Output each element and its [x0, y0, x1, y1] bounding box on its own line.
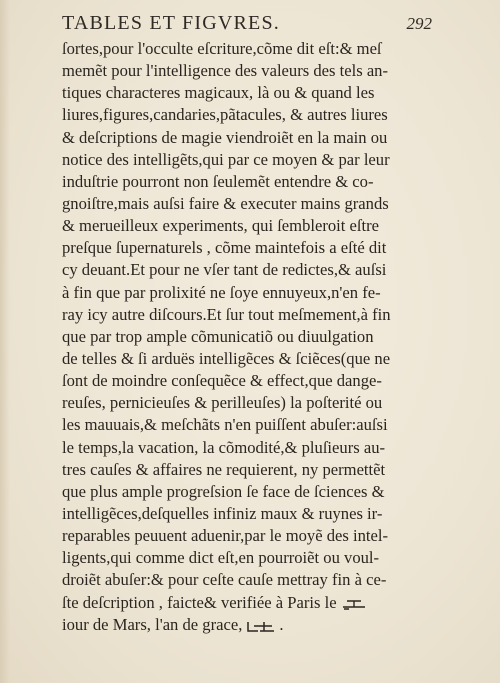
- text-line-content: reparables peuuent aduenir,par le moyẽ des intel-: [62, 526, 389, 546]
- text-line: [62, 326, 374, 348]
- text-line: [62, 437, 386, 459]
- text-line: [62, 171, 374, 193]
- text-line: [62, 304, 391, 326]
- text-line: [62, 525, 389, 547]
- body-text: [62, 38, 391, 636]
- text-line-content: les mauuais,& meſchãts n'en puiſſent abuſer:auſsi: [62, 415, 388, 435]
- text-line-content: tres cauſes & affaires ne requierent, ny permettẽt: [62, 459, 386, 479]
- text-line: [62, 82, 375, 104]
- text-line: [62, 215, 380, 237]
- text-line-content: ligents,qui comme dict eſt,en pourroiẽt ou voul-: [62, 548, 380, 568]
- running-title: TABLES ET FIGVRES.: [62, 12, 280, 34]
- text-line-content: reuſes, pernicieuſes & perilleuſes) la poſterité ou: [62, 393, 383, 413]
- text-line: [62, 282, 381, 304]
- text-line: [62, 38, 382, 60]
- text-line-content: & merueilleux experiments, qui ſembleroit eſtre: [62, 216, 380, 236]
- text-line-content: intelligẽces,deſquelles infiniz maux & ruynes ir-: [62, 503, 383, 523]
- text-line-content: & deſcriptions de magie viendroiẽt en la main ou: [62, 127, 388, 147]
- text-line-content: gnoiſtre,mais auſsi faire & executer mains grands: [62, 193, 389, 213]
- text-line: [62, 60, 389, 82]
- text-line-content: droiẽt abuſer:& pour ceſte cauſe mettray fin à ce-: [62, 570, 387, 590]
- text-line-content: ſont de moindre conſequẽce & effect,que dange-: [62, 371, 382, 391]
- text-line: [62, 149, 390, 171]
- text-line: [62, 569, 387, 591]
- closing-period: .: [279, 614, 284, 634]
- text-line: [62, 481, 385, 503]
- text-line-content: liures,figures,candaries,pãtacules, & autres liures: [62, 105, 388, 125]
- text-line-content: ſte deſcription , faicte& verifiée à Paris le: [62, 592, 337, 612]
- text-line: [62, 414, 388, 436]
- text-line-content: que par trop ample cõmunicatiõ ou diuulgation: [62, 326, 374, 346]
- text-line-content: notice des intelligẽts,qui par ce moyen & par leur: [62, 149, 390, 169]
- text-line-content: memẽt pour l'intelligence des valeurs des tels an-: [62, 61, 389, 81]
- text-line-content: preſque ſupernaturels , cõme maintefois a eſté dit: [62, 238, 387, 258]
- text-line: [62, 547, 380, 569]
- text-line: [62, 392, 383, 414]
- page-header: [62, 10, 432, 36]
- text-line: [62, 127, 388, 149]
- text-line: [62, 348, 391, 370]
- text-line: [62, 370, 382, 392]
- text-line: [62, 237, 387, 259]
- text-line-content: que plus ample progreſsion ſe face de ſciences &: [62, 481, 385, 501]
- cipher-numeral-icon: [246, 618, 276, 634]
- text-line: [62, 259, 387, 281]
- text-line-content: tiques characteres magicaux, là ou & quand les: [62, 83, 375, 103]
- text-line-content: de telles & ſi arduës intelligẽces & ſciẽces(que ne: [62, 348, 391, 368]
- text-line-content: cy deuant.Et pour ne vſer tant de redictes,& auſsi: [62, 260, 387, 280]
- text-line: [62, 614, 362, 636]
- text-line-content: ſortes,pour l'occulte eſcriture,cõme dit eſt:& meſ: [62, 39, 382, 58]
- text-line-content: induſtrie pourront non ſeulemẽt entendre & co-: [62, 171, 374, 191]
- text-line: [62, 592, 362, 614]
- text-line: [62, 459, 386, 481]
- cipher-numeral-icon: [341, 597, 367, 611]
- text-line: [62, 104, 388, 126]
- text-line-content: ray icy autre diſcours.Et ſur tout meſmement,à fin: [62, 304, 391, 324]
- text-line: [62, 503, 383, 525]
- text-line-content: à fin que par prolixité ne ſoye ennuyeux,n'en fe-: [62, 282, 381, 302]
- text-line-content: iour de Mars, l'an de grace,: [62, 614, 243, 634]
- text-line-content: le temps,la vacation, la cõmodité,& pluſieurs au-: [62, 437, 386, 457]
- text-line: [62, 193, 389, 215]
- page-number: 292: [406, 14, 432, 33]
